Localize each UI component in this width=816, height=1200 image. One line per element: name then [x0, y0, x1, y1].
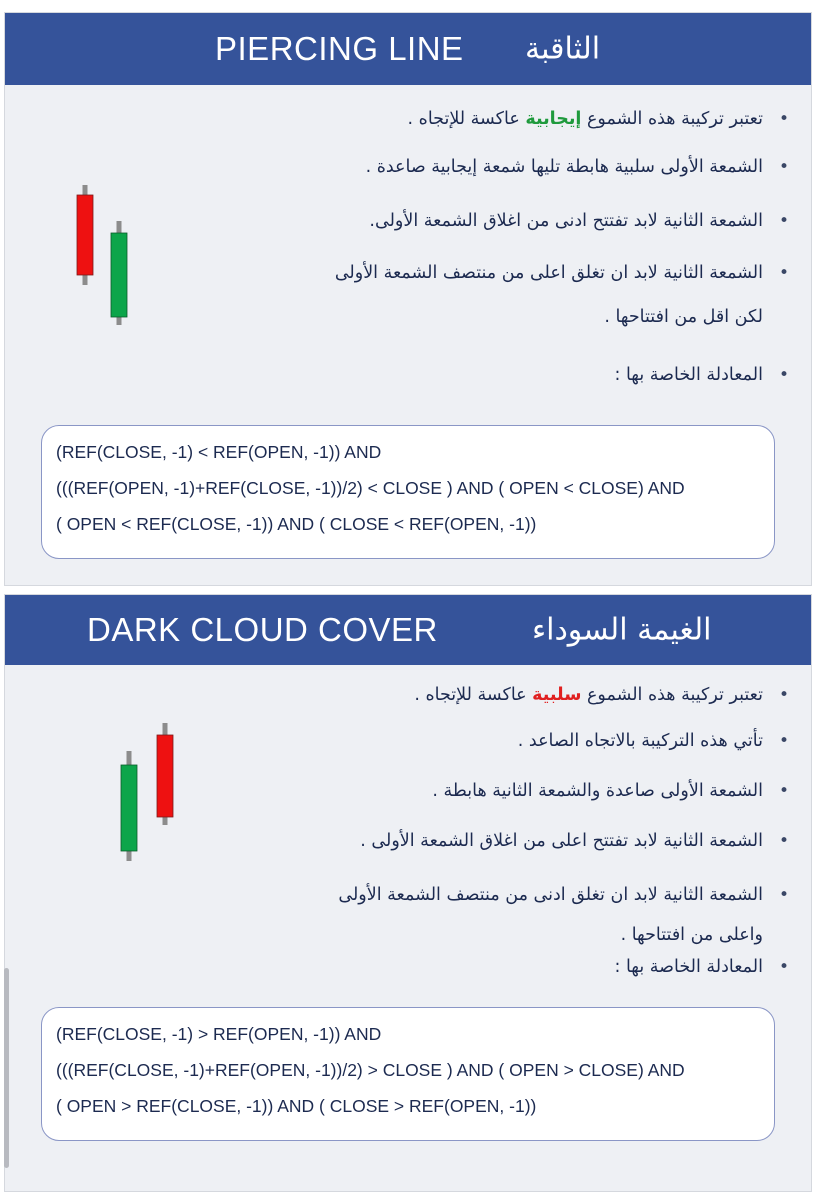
- bullet-dot: •: [778, 781, 789, 801]
- bullet-item: • المعادلة الخاصة بها :: [614, 365, 789, 385]
- dark-cloud-cover-slide: [4, 594, 812, 1192]
- formula-line: (REF(CLOSE, -1) > REF(OPEN, -1)) AND: [56, 1024, 382, 1044]
- bullet-item: • المعادلة الخاصة بها :: [614, 957, 789, 977]
- formula-line: ( OPEN < REF(CLOSE, -1)) AND ( CLOSE < REF(OPEN, -1)): [56, 514, 537, 534]
- bullet-dot: •: [778, 365, 789, 385]
- dark-cloud-cover-title-ar: الغيمة السوداء: [532, 612, 712, 648]
- dark-cloud-cover-header: [5, 595, 811, 665]
- bullet-dot: •: [778, 211, 789, 231]
- dark-cloud-cover-formula-box: [41, 1007, 775, 1141]
- piercing-line-title-ar: الثاقبة: [525, 31, 601, 67]
- formula-line: (((REF(CLOSE, -1)+REF(OPEN, -1))/2) > CLOSE ) AND ( OPEN > CLOSE) AND: [56, 1060, 685, 1080]
- formula-line: ( OPEN > REF(CLOSE, -1)) AND ( CLOSE > REF(OPEN, -1)): [56, 1096, 537, 1116]
- bullet-dot: •: [778, 957, 789, 977]
- bullet-item: • الشمعة الثانية لابد تفتتح اعلى من اغلاق الشمعة الأولى .: [360, 831, 789, 851]
- dark-cloud-cover-title-en: DARK CLOUD COVER: [87, 611, 438, 648]
- bullet-continuation: لكن اقل من افتتاحها .: [604, 307, 763, 327]
- negative-highlight: سلبية: [532, 685, 582, 705]
- bullet-dot: •: [778, 109, 789, 129]
- bullet-dot: •: [778, 263, 789, 283]
- formula-line: (((REF(OPEN, -1)+REF(CLOSE, -1))/2) < CLOSE ) AND ( OPEN < CLOSE) AND: [56, 478, 685, 498]
- piercing-line-slide: [4, 12, 812, 586]
- piercing-line-formula-box: [41, 425, 775, 559]
- bullet-item: • الشمعة الثانية لابد تفتتح ادنى من اغلاق الشمعة الأولى.: [369, 211, 789, 231]
- bullet-item: • تأتي هذه التركيبة بالاتجاه الصاعد .: [517, 731, 789, 751]
- bullet-item: • الشمعة الثانية لابد ان تغلق اعلى من منتصف الشمعة الأولى: [334, 263, 789, 283]
- bullet-dot: •: [778, 831, 789, 851]
- dark-cloud-cover-bullets: [51, 685, 811, 987]
- bullet-item: • الشمعة الأولى سلبية هابطة تليها شمعة إيجابية صاعدة .: [365, 157, 789, 177]
- vertical-scrollbar[interactable]: [4, 968, 9, 1168]
- bullet-continuation: واعلى من افتتاحها .: [620, 925, 763, 945]
- bullet-item: • الشمعة الثانية لابد ان تغلق ادنى من منتصف الشمعة الأولى: [338, 885, 789, 905]
- piercing-line-bullets: [51, 109, 811, 395]
- piercing-line-header: [5, 13, 811, 85]
- bullet-dot: •: [778, 157, 789, 177]
- formula-line: (REF(CLOSE, -1) < REF(OPEN, -1)) AND: [56, 442, 382, 462]
- bullet-dot: •: [778, 885, 789, 905]
- positive-highlight: إيجابية: [525, 109, 582, 129]
- bullet-item: • تعتبر تركيبة هذه الشموع إيجابية عاكسة للإتجاه .: [407, 109, 789, 129]
- bullet-dot: •: [778, 685, 789, 705]
- bullet-dot: •: [778, 731, 789, 751]
- piercing-line-title-en: PIERCING LINE: [215, 30, 464, 67]
- bullet-item: • الشمعة الأولى صاعدة والشمعة الثانية هابطة .: [432, 781, 789, 801]
- bullet-item: • تعتبر تركيبة هذه الشموع سلبية عاكسة للإتجاه .: [414, 685, 789, 705]
